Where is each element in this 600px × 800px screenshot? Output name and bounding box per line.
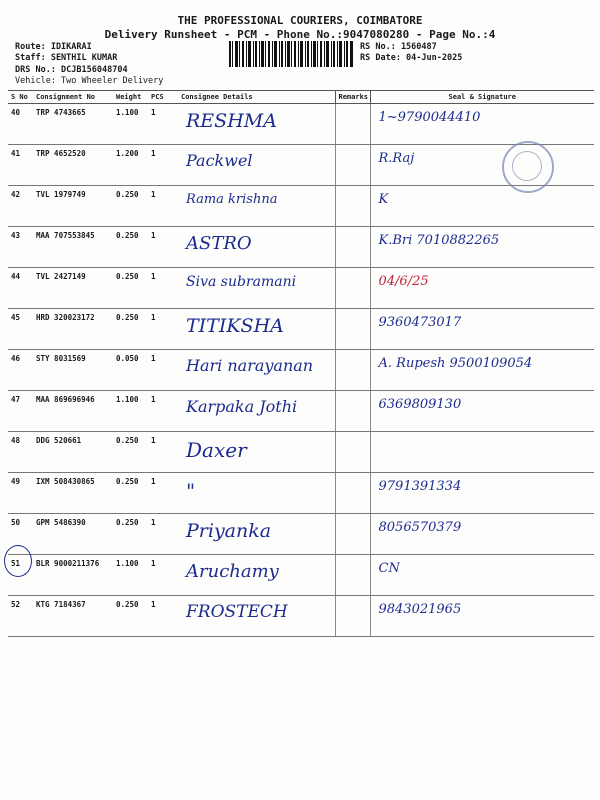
remarks-cell [335,309,370,350]
sno-cell: 52 [8,596,33,637]
consignment-cell: KTG 7184367 [33,596,113,637]
handwritten-consignee: Priyanka [186,520,272,542]
table-row [8,104,594,145]
handwritten-consignee: Hari narayanan [186,356,314,375]
barcode-image [229,41,353,67]
handwritten-consignee: " [186,479,196,503]
remarks-cell [335,145,370,186]
col-pcs-header: PCS [148,91,178,104]
signature-cell [370,596,594,637]
weight-cell: 1.100 [113,555,148,596]
col-consignment-header: Consignment No [33,91,113,104]
weight-cell: 1.100 [113,104,148,145]
weight-cell: 0.250 [113,432,148,473]
sno-cell: 43 [8,227,33,268]
consignment-cell: MAA 707553845 [33,227,113,268]
signature-cell [370,104,594,145]
remarks-cell [335,391,370,432]
table-row [8,432,594,473]
handwritten-consignee: TITIKSHA [186,315,284,337]
col-consignee-header: Consignee Details [178,91,335,104]
sno-cell: 46 [8,350,33,391]
consignee-cell [178,227,335,268]
pcs-cell: 1 [148,227,178,268]
weight-cell: 1.200 [113,145,148,186]
col-weight-header: Weight [113,91,148,104]
consignment-cell: IXM 508430865 [33,473,113,514]
col-sno-header: S No [8,91,33,104]
staff-label: Staff: SENTHIL KUMAR [15,53,118,63]
consignment-cell: DDG 520661 [33,432,113,473]
remarks-cell [335,186,370,227]
remarks-cell [335,432,370,473]
handwritten-signature: CN [378,561,400,576]
sno-cell: 44 [8,268,33,309]
pcs-cell: 1 [148,596,178,637]
signature-cell [370,555,594,596]
pcs-cell: 1 [148,514,178,555]
sno-cell: 42 [8,186,33,227]
vehicle-label: Vehicle: Two Wheeler Delivery [15,76,164,86]
pcs-cell: 1 [148,186,178,227]
handwritten-consignee: ASTRO [186,233,252,254]
handwritten-consignee: RESHMA [186,110,277,132]
handwritten-signature: 9791391334 [378,479,462,494]
handwritten-signature: 1~9790044410 [378,110,481,125]
consignee-cell [178,432,335,473]
remarks-cell [335,268,370,309]
handwritten-signature: K.Bri 7010882265 [378,233,500,248]
pcs-cell: 1 [148,145,178,186]
handwritten-consignee: Rama krishna [186,192,278,207]
signature-cell [370,309,594,350]
consignee-cell [178,268,335,309]
consignee-cell [178,514,335,555]
signature-cell [370,350,594,391]
weight-cell: 1.100 [113,391,148,432]
signature-cell [370,473,594,514]
pcs-cell: 1 [148,309,178,350]
pcs-cell: 1 [148,432,178,473]
signature-cell [370,268,594,309]
consignment-cell: BLR 9000211376 [33,555,113,596]
col-signature-header: Seal & Signature [370,91,594,104]
table-row [8,309,594,350]
weight-cell: 0.250 [113,186,148,227]
pcs-cell: 1 [148,350,178,391]
table-header-row [8,91,594,104]
consignee-cell [178,309,335,350]
handwritten-signature: 9843021965 [378,602,462,617]
handwritten-signature: 8056570379 [378,520,462,535]
consignment-cell: HRD 320023172 [33,309,113,350]
remarks-cell [335,514,370,555]
signature-cell [370,432,594,473]
handwritten-consignee: FROSTECH [186,602,288,622]
weight-cell: 0.250 [113,268,148,309]
pcs-cell: 1 [148,268,178,309]
handwritten-signature: K [378,192,389,207]
route-label: Route: IDIKARAI [15,42,92,52]
handwritten-consignee: Packwel [186,151,253,170]
handwritten-consignee: Siva subramani [186,274,297,290]
consignment-cell: TVL 2427149 [33,268,113,309]
sno-cell: 47 [8,391,33,432]
rs-number: RS No.: 1560487 [360,42,437,52]
consignee-cell [178,555,335,596]
consignee-cell [178,350,335,391]
drs-number: DRS No.: DCJB156048704 [15,65,128,75]
table-row [8,555,594,596]
consignee-cell [178,186,335,227]
sno-cell: 41 [8,145,33,186]
company-seal-stamp [502,141,554,193]
signature-cell [370,391,594,432]
consignment-cell: GPM 5486390 [33,514,113,555]
pcs-cell: 1 [148,104,178,145]
handwritten-consignee: Aruchamy [186,561,279,582]
consignee-cell [178,473,335,514]
sno-cell: 49 [8,473,33,514]
pcs-cell: 1 [148,473,178,514]
consignee-cell [178,391,335,432]
consignee-cell [178,145,335,186]
table-row [8,268,594,309]
table-row [8,473,594,514]
handwritten-signature: 9360473017 [378,315,462,330]
handwritten-consignee: Daxer [186,438,247,462]
weight-cell: 0.250 [113,309,148,350]
signature-cell [370,186,594,227]
rs-date: RS Date: 04-Jun-2025 [360,53,463,63]
remarks-cell [335,555,370,596]
table-row [8,514,594,555]
table-row [8,186,594,227]
col-remarks-header: Remarks [335,91,370,104]
consignment-cell: TRP 4652520 [33,145,113,186]
consignment-cell: TRP 4743665 [33,104,113,145]
consignment-cell: MAA 869696946 [33,391,113,432]
table-row [8,391,594,432]
pcs-cell: 1 [148,391,178,432]
sno-cell: 51 [8,555,33,596]
sno-cell: 50 [8,514,33,555]
consignment-cell: STY 8031569 [33,350,113,391]
company-title: THE PROFESSIONAL COURIERS, COIMBATORE [177,14,423,27]
consignment-cell: TVL 1979749 [33,186,113,227]
runsheet-subtitle: Delivery Runsheet - PCM - Phone No.:9047080280 - Page No.:4 [104,28,496,41]
weight-cell: 0.050 [113,350,148,391]
weight-cell: 0.250 [113,596,148,637]
handwritten-signature: 6369809130 [378,397,462,412]
handwritten-consignee: Karpaka Jothi [186,397,298,416]
handwritten-signature: A. Rupesh 9500109054 [378,356,533,371]
pen-circle-mark [4,545,32,577]
signature-cell [370,227,594,268]
remarks-cell [335,473,370,514]
remarks-cell [335,104,370,145]
weight-cell: 0.250 [113,473,148,514]
handwritten-signature: 04/6/25 [378,274,429,289]
weight-cell: 0.250 [113,227,148,268]
remarks-cell [335,596,370,637]
consignee-cell [178,104,335,145]
pcs-cell: 1 [148,555,178,596]
remarks-cell [335,350,370,391]
remarks-cell [335,227,370,268]
table-row [8,350,594,391]
signature-cell [370,145,594,186]
signature-cell [370,514,594,555]
table-row [8,227,594,268]
sno-cell: 45 [8,309,33,350]
weight-cell: 0.250 [113,514,148,555]
table-row [8,596,594,637]
sno-cell: 48 [8,432,33,473]
sno-cell: 40 [8,104,33,145]
consignee-cell [178,596,335,637]
handwritten-signature: R.Raj [378,151,415,166]
